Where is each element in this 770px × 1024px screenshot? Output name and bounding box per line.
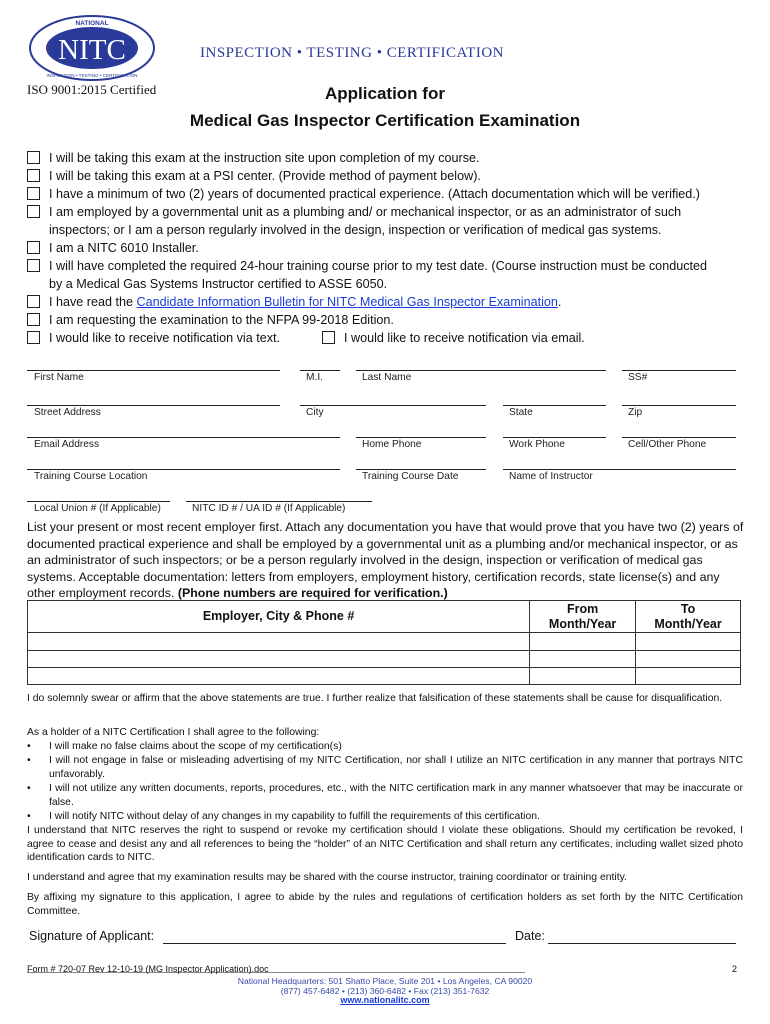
checkbox[interactable]: [27, 295, 40, 308]
checkbox[interactable]: [27, 151, 40, 164]
training-location-label: Training Course Location: [34, 471, 148, 482]
zip-field[interactable]: [622, 405, 736, 406]
ss-label: SS#: [628, 372, 648, 383]
checklist-item-training-cont: by a Medical Gas Systems Instructor certified to ASSE 6050.: [49, 277, 388, 291]
table-cell[interactable]: [28, 668, 530, 685]
checklist-item-psi-center[interactable]: I will be taking this exam at a PSI center. (Provide method of payment below).: [27, 167, 481, 185]
title-line-2: Medical Gas Inspector Certification Examination: [189, 111, 581, 130]
list-item: • I will not engage in false or misleading advertising of my NITC Certification, nor shall I utilize an NITC certification in any manner that portrays NITC unfavorably.: [27, 755, 743, 780]
state-label: State: [509, 407, 533, 418]
mi-label: M.I.: [306, 372, 323, 383]
headquarters-phone: (877) 457-6482 • (213) 360-6482 • Fax (213) 351-7632: [280, 986, 490, 996]
home-phone-label: Home Phone: [362, 439, 422, 450]
training-date-field[interactable]: [356, 469, 486, 470]
cell-phone-field[interactable]: [622, 437, 736, 438]
checklist-item-experience[interactable]: I have a minimum of two (2) years of documented practical experience. (Attach documentation which will be verified.): [27, 185, 700, 203]
city-label: City: [306, 407, 324, 418]
table-row[interactable]: [28, 668, 741, 685]
signature-label: Signature of Applicant:: [29, 929, 155, 943]
logo-ring-bottom: INSPECTION • TESTING • CERTIFICATION: [46, 73, 138, 78]
email-label: Email Address: [34, 439, 100, 450]
col-from: From Month/Year: [530, 601, 636, 633]
checklist-item-instruction-site[interactable]: I will be taking this exam at the instruction site upon completion of my course.: [27, 149, 480, 167]
checkbox[interactable]: [27, 241, 40, 254]
checklist-item-notify-text[interactable]: I would like to receive notification via text.: [27, 329, 280, 347]
table-cell[interactable]: [28, 633, 530, 651]
checklist-item-bulletin[interactable]: I have read the Candidate Information Bulletin for NITC Medical Gas Inspector Examination.: [27, 293, 561, 311]
page-number: 2: [732, 964, 738, 974]
checkbox[interactable]: [27, 259, 40, 272]
nitc-logo: [28, 14, 158, 82]
table-row[interactable]: [28, 651, 741, 668]
local-union-field[interactable]: [27, 501, 170, 502]
table-cell[interactable]: [636, 633, 741, 651]
header-tagline: INSPECTION • TESTING • CERTIFICATION: [200, 45, 504, 61]
training-date-label: Training Course Date: [362, 471, 459, 482]
mi-field[interactable]: [300, 370, 340, 371]
iso-certification: ISO 9001:2015 Certified: [27, 82, 157, 97]
logo-ring-top: NATIONAL: [75, 20, 109, 27]
email-field[interactable]: [27, 437, 340, 438]
city-field[interactable]: [300, 405, 486, 406]
ss-field[interactable]: [622, 370, 736, 371]
table-cell[interactable]: [530, 668, 636, 685]
website-link[interactable]: www.nationalitc.com: [340, 995, 430, 1005]
zip-label: Zip: [628, 407, 643, 418]
table-cell[interactable]: [636, 668, 741, 685]
state-field[interactable]: [503, 405, 606, 406]
table-header-row: [28, 601, 741, 633]
employment-intro-bold: (Phone numbers are required for verification.): [177, 586, 448, 600]
checklist-item-notify-email[interactable]: I would like to receive notification via email.: [322, 329, 585, 347]
work-phone-label: Work Phone: [509, 439, 565, 450]
last-name-field[interactable]: [356, 370, 606, 371]
nitc-id-label: NITC ID # / UA ID # (If Applicable): [192, 503, 346, 514]
street-address-label: Street Address: [34, 407, 101, 418]
street-address-field[interactable]: [27, 405, 280, 406]
last-name-label: Last Name: [362, 372, 412, 383]
employment-intro: List your present or most recent employer first. Attach any documentation you have that would prove that you have two (2) years of documented practical experience and shall be employed by a governmental unit as a plumbing and/or mechanical inspector, or as an administrator of such inspectors; or be a person regularly involved in the design, inspection or verification of medical gas systems. Acceptable documentation: letters from employers, employment history, certification records, state license(s) and any other employment records. (Phone numbers are required for verification.): [27, 520, 744, 600]
list-item: • I will notify NITC without delay of any changes in my capability to fulfill the requirements of this certification.: [27, 811, 540, 822]
bulletin-link[interactable]: Candidate Information Bulletin for NITC Medical Gas Inspector Examination: [136, 295, 558, 309]
checkbox[interactable]: [322, 331, 335, 344]
training-location-field[interactable]: [27, 469, 340, 470]
table-row[interactable]: [28, 633, 741, 651]
local-union-label: Local Union # (If Applicable): [34, 503, 161, 514]
title-line-1: Application for: [325, 84, 445, 103]
col-employer: Employer, City & Phone #: [28, 601, 530, 633]
checklist-item-governmental[interactable]: I am employed by a governmental unit as a plumbing and/ or mechanical inspector, or as an administrator of such: [27, 203, 681, 221]
work-phone-field[interactable]: [503, 437, 606, 438]
checklist-item-nfpa[interactable]: I am requesting the examination to the NFPA 99-2018 Edition.: [27, 311, 394, 329]
date-label: Date:: [515, 929, 545, 943]
checkbox[interactable]: [27, 187, 40, 200]
col-to: To Month/Year: [636, 601, 741, 633]
list-item: • I will make no false claims about the scope of my certification(s): [27, 741, 342, 752]
employment-table: [27, 600, 741, 685]
instructor-field[interactable]: [503, 469, 736, 470]
checklist-item-governmental-cont: inspectors; or I am a person regularly involved in the design, inspection or verification of medical gas systems.: [49, 223, 662, 237]
table-cell[interactable]: [28, 651, 530, 668]
home-phone-field[interactable]: [356, 437, 486, 438]
table-cell[interactable]: [530, 633, 636, 651]
checkbox[interactable]: [27, 331, 40, 344]
checkbox[interactable]: [27, 205, 40, 218]
signature-field[interactable]: [163, 943, 506, 944]
logo-text: NITC: [58, 34, 126, 66]
affix-statement: By affixing my signature to this application, I agree to abide by the rules and regulations of certification holders as set forth by the NITC Certification Committee.: [27, 892, 743, 917]
nitc-id-field[interactable]: [186, 501, 372, 502]
checklist-item-training[interactable]: I will have completed the required 24-hour training course prior to my test date. (Course instruction must be conducted: [27, 257, 707, 275]
checklist-item-installer[interactable]: I am a NITC 6010 Installer.: [27, 239, 199, 257]
table-cell[interactable]: [530, 651, 636, 668]
first-name-label: First Name: [34, 372, 84, 383]
form-number: Form # 720-07 Rev 12-10-19 (MG Inspector Application).doc: [27, 964, 269, 974]
swear-statement: I do solemnly swear or affirm that the above statements are true. I further realize that falsification of these statements shall be cause for disqualification.: [27, 693, 723, 704]
first-name-field[interactable]: [27, 370, 280, 371]
instructor-label: Name of Instructor: [509, 471, 593, 482]
list-item: • I will not utilize any written documents, reports, procedures, etc., with the NITC certification mark in any manner whatsoever that may be inaccurate or false.: [27, 783, 743, 808]
checkbox[interactable]: [27, 313, 40, 326]
headquarters-address: National Headquarters: 501 Shatto Place, Suite 201 • Los Angeles, CA 90020: [237, 976, 533, 986]
share-statement: I understand and agree that my examination results may be shared with the course instructor, training coordinator or training entity.: [27, 872, 627, 883]
holder-intro: As a holder of a NITC Certification I shall agree to the following:: [27, 727, 320, 738]
cell-phone-label: Cell/Other Phone: [628, 439, 707, 450]
date-field[interactable]: [548, 943, 736, 944]
revoke-statement: I understand that NITC reserves the right to suspend or revoke my certification should I violate these obligations. Should my certification be revoked, I agree to cease and desist any and all references to being the “holder” of an NITC Certification and shall return any certificates, including wallet sized photo identification cards to NITC.: [27, 825, 743, 864]
checkbox[interactable]: [27, 169, 40, 182]
table-cell[interactable]: [636, 651, 741, 668]
